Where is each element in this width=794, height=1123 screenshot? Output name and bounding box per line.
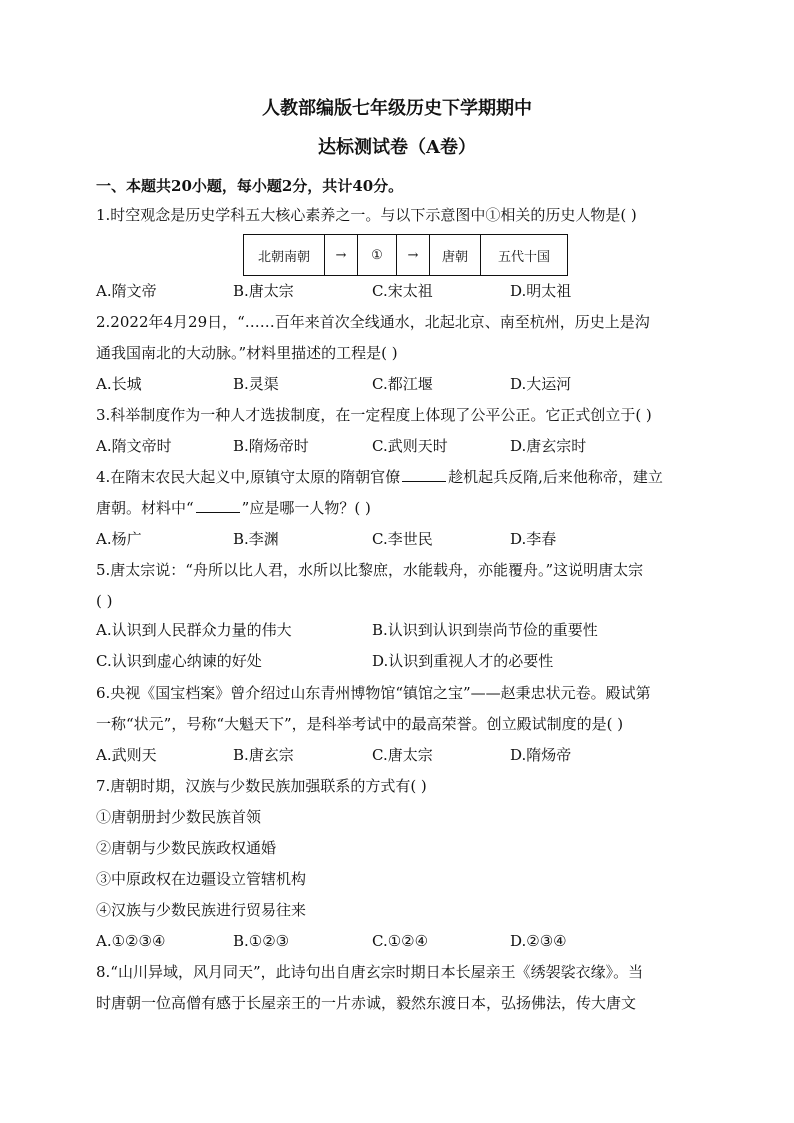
option-a: A.隋文帝时 xyxy=(96,437,172,455)
timeline-arrow: → xyxy=(397,235,430,275)
question-7-item-3: ③中原政权在边疆设立管辖机构 xyxy=(96,870,307,888)
option-a: A.武则天 xyxy=(96,746,157,764)
timeline-cell-blank-1: ① xyxy=(358,235,397,275)
option-b: B.①②③ xyxy=(233,932,290,950)
question-7-item-4: ④汉族与少数民族进行贸易往来 xyxy=(96,901,307,919)
question-3-text: 3.科举制度作为一种人才选拔制度，在一定程度上体现了公平公正。它正式创立于( ) xyxy=(96,406,652,424)
question-6-text-line2: 一称“状元”，号称“大魁天下”，是科举考试中的最高荣誉。创立殿试制度的是( ) xyxy=(96,715,624,733)
question-7-text: 7.唐朝时期，汉族与少数民族加强联系的方式有( ) xyxy=(96,777,427,795)
option-b: B.李渊 xyxy=(233,530,279,548)
timeline-diagram xyxy=(243,234,568,276)
option-b: B.唐玄宗 xyxy=(233,746,294,764)
timeline-cell-northern-southern-dynasties: 北朝南朝 xyxy=(244,235,325,275)
timeline-arrow: → xyxy=(325,235,358,275)
option-d: D.大运河 xyxy=(510,375,572,393)
question-7-item-1: ①唐朝册封少数民族首领 xyxy=(96,808,262,826)
option-c: C.都江堰 xyxy=(372,375,433,393)
option-a: A.杨广 xyxy=(96,530,142,548)
answer-blank xyxy=(402,467,446,482)
question-4-line1-start: 4.在隋末农民大起义中,原镇守太原的隋朝官僚 xyxy=(96,468,401,486)
question-4-text-line1 xyxy=(96,467,706,487)
question-2-text-line1: 2.2022年4月29日，“……百年来首次全线通水，北起北京、南至杭州，历史上是沟 xyxy=(96,313,650,331)
timeline-cell-tang: 唐朝 xyxy=(430,235,481,275)
exam-title-line1: 人教部编版七年级历史下学期期中 xyxy=(262,98,532,119)
option-d: D.李春 xyxy=(510,530,557,548)
option-b: B.认识到认识到崇尚节俭的重要性 xyxy=(372,621,598,639)
option-d: D.隋炀帝 xyxy=(510,746,572,764)
option-c: C.唐太宗 xyxy=(372,746,433,764)
question-5-text-line1: 5.唐太宗说：“舟所以比人君，水所以比黎庶，水能载舟，亦能覆舟。”这说明唐太宗 xyxy=(96,561,644,579)
option-d: D.②③④ xyxy=(510,932,567,950)
question-8-text-line1: 8.“山川异域，风月同天”，此诗句出自唐玄宗时期日本长屋亲王《绣袈裟衣缘》。当 xyxy=(96,963,644,981)
option-b: B.隋炀帝时 xyxy=(233,437,309,455)
question-4-text-line2 xyxy=(96,498,706,518)
option-a: A.认识到人民群众力量的伟大 xyxy=(96,621,292,639)
option-c: C.李世民 xyxy=(372,530,433,548)
option-a: A.隋文帝 xyxy=(96,282,157,300)
option-c: C.武则天时 xyxy=(372,437,448,455)
question-4-line2-end: ”应是哪一人物？( ) xyxy=(241,499,371,517)
question-7-item-2: ②唐朝与少数民族政权通婚 xyxy=(96,839,277,857)
question-4-line2-start: 唐朝。材料中“ xyxy=(96,499,194,517)
timeline-cell-five-dynasties: 五代十国 xyxy=(497,249,550,265)
option-a: A.①②③④ xyxy=(96,932,166,950)
exam-title-line2: 达标测试卷（A卷） xyxy=(318,137,476,158)
option-c: C.认识到虚心纳谏的好处 xyxy=(96,652,262,670)
question-4-line1-end: 趁机起兵反隋,后来他称帝，建立 xyxy=(448,468,663,486)
answer-blank xyxy=(196,498,240,513)
question-5-text-line2: ( ) xyxy=(96,592,113,610)
option-c: C.宋太祖 xyxy=(372,282,433,300)
option-d: D.认识到重视人才的必要性 xyxy=(372,652,554,670)
question-2-text-line2: 通我国南北的大动脉。”材料里描述的工程是( ) xyxy=(96,344,398,362)
option-b: B.唐太宗 xyxy=(233,282,294,300)
question-8-text-line2: 时唐朝一位高僧有感于长屋亲王的一片赤诚，毅然东渡日本，弘扬佛法，传大唐文 xyxy=(96,994,637,1012)
section-heading: 一、本题共20小题，每小题2分，共计40分。 xyxy=(96,177,404,195)
option-b: B.灵渠 xyxy=(233,375,279,393)
question-1-text: 1.时空观念是历史学科五大核心素养之一。与以下示意图中①相关的历史人物是( ) xyxy=(96,206,637,224)
option-c: C.①②④ xyxy=(372,932,429,950)
option-d: D.明太祖 xyxy=(510,282,572,300)
option-d: D.唐玄宗时 xyxy=(510,437,587,455)
question-6-text-line1: 6.央视《国宝档案》曾介绍过山东青州博物馆“镇馆之宝”——赵秉忠状元卷。殿试第 xyxy=(96,684,651,702)
option-a: A.长城 xyxy=(96,375,142,393)
